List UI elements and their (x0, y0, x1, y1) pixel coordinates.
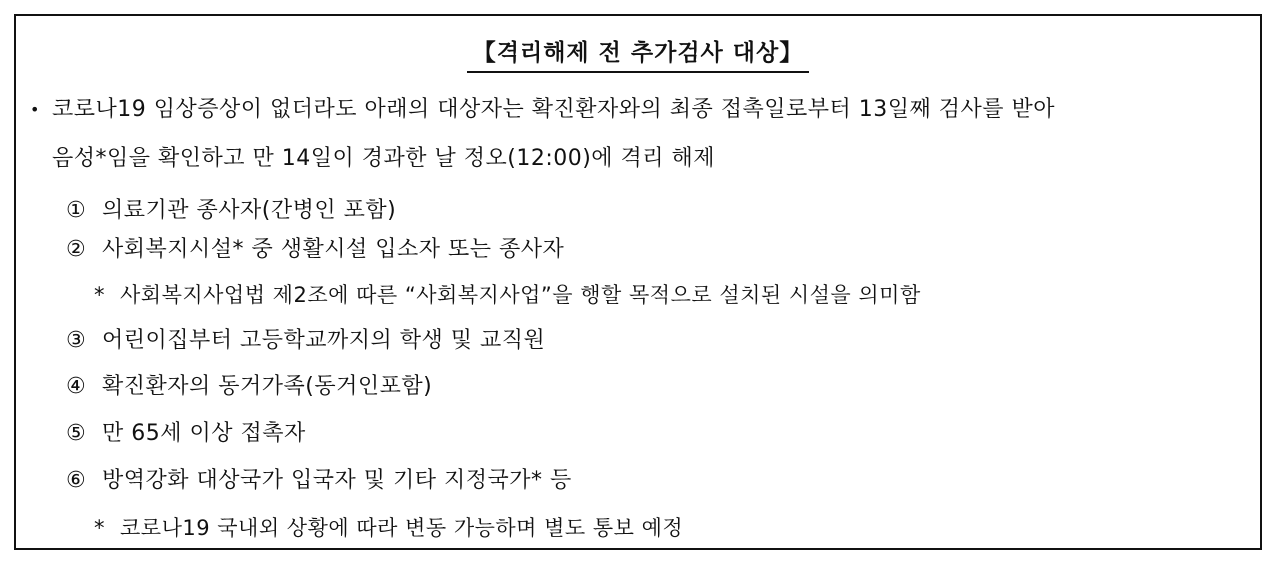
footnote (94, 513, 683, 543)
item-number: ⑥ (66, 468, 87, 493)
footnote-text: 코로나19 국내외 상황에 따라 변동 가능하며 별도 통보 예정 (120, 516, 684, 540)
item-text: 방역강화 대상국가 입국자 및 기타 지정국가* 등 (102, 468, 572, 493)
item-number: ④ (66, 374, 87, 399)
list-item (66, 196, 396, 226)
item-text: 확진환자의 동거가족(동거인포함) (102, 374, 433, 399)
item-number: ⑤ (66, 421, 87, 446)
list-item (66, 326, 545, 356)
item-text: 어린이집부터 고등학교까지의 학생 및 교직원 (102, 328, 546, 353)
footnote-mark: * (94, 283, 105, 307)
item-text: 의료기관 종사자(간병인 포함) (102, 198, 397, 223)
footnote-mark: * (94, 516, 105, 540)
list-item (66, 372, 432, 402)
notice-title-text: 【격리해제 전 추가검사 대상】 (467, 34, 809, 73)
item-text: 만 65세 이상 접촉자 (102, 421, 306, 446)
footnote-text: 사회복지사업법 제2조에 따른 “사회복지사업”을 행할 목적으로 설치된 시설을 의미함 (120, 283, 921, 307)
item-number: ② (66, 237, 87, 262)
list-item (66, 419, 306, 449)
list-item (66, 235, 564, 265)
bullet-line-2: 음성*임을 확인하고 만 14일이 경과한 날 정오(12:00)에 격리 해제 (52, 146, 716, 171)
footnote (94, 280, 921, 310)
bullet-line-1: 코로나19 임상증상이 없더라도 아래의 대상자는 확진환자와의 최종 접촉일로부터 13일째 검사를 받아 (52, 97, 1056, 122)
bullet-mark: • (30, 100, 40, 119)
item-number: ③ (66, 328, 87, 353)
item-text: 사회복지시설* 중 생활시설 입소자 또는 종사자 (102, 237, 565, 262)
item-number: ① (66, 198, 87, 223)
notice-title (16, 34, 1260, 73)
notice-box (14, 14, 1262, 550)
list-item (66, 466, 572, 496)
